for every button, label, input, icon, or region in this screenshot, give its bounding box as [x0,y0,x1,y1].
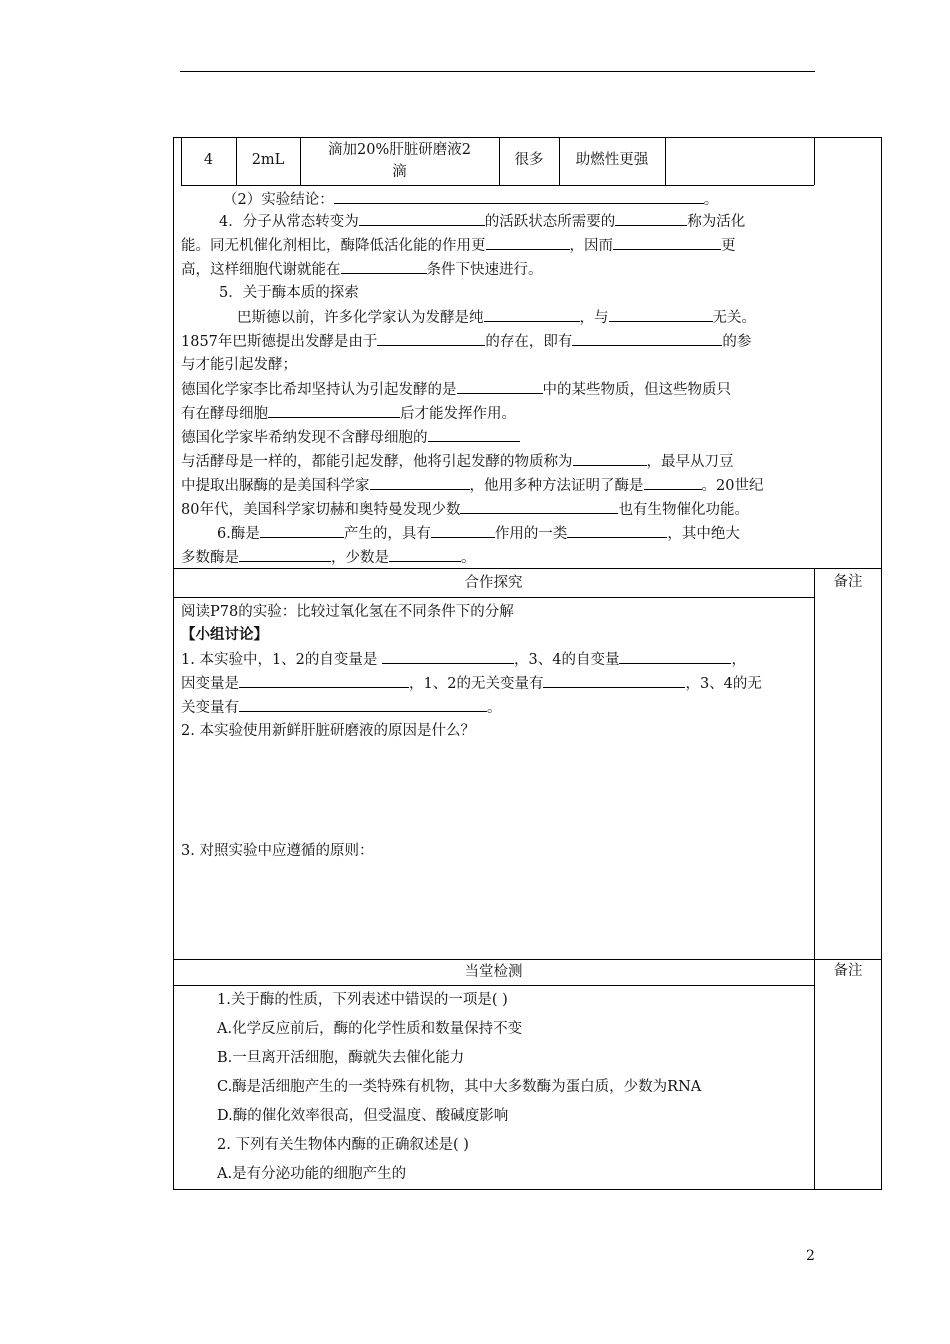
conclusion-line: （2）实验结论： 。 [223,189,718,210]
coop-title: 合作探究 [464,575,523,591]
q1-line1: 1. 本实验中，1、2的自变量是 ，3、4的自变量 ， [181,649,746,670]
quiz-q2-option-a: A.是有分泌功能的细胞产生的 [217,1166,407,1182]
coop-intro: 阅读P78的实验：比较过氧化氢在不同条件下的分解 [181,604,514,620]
para3-line1: 德国化学家毕希纳发现不含酵母细胞的 [181,427,520,448]
q3-text: 3. 对照实验中应遵循的原则： [181,843,374,859]
para3-line3: 中提取出脲酶的是美国科学家 ，他用多种方法证明了酶是 。20世纪 [181,475,763,496]
worksheet-table [173,137,882,1190]
header-rule [180,71,815,72]
discussion-heading: 【小组讨论】 [181,626,268,643]
item4-line1: 4．分子从常态转变为 的活跃状态所需要的 称为活化 [219,211,745,232]
q2-text: 2. 本实验使用新鲜肝脏研磨液的原因是什么？ [181,723,475,739]
para2-line2: 有在酵母细胞 后才能发挥作用。 [181,403,516,424]
quiz-q1-option-a: A.化学反应前后，酶的化学性质和数量保持不变 [217,1021,523,1037]
quiz-q1-option-d: D.酶的催化效率很高，但受温度、酸碱度影响 [217,1108,509,1124]
para1-line1: 巴斯德以前，许多化学家认为发酵是纯 ，与 无关。 [237,307,756,328]
item5-title: 5．关于酶本质的探索 [219,285,359,301]
row-bubbles: 很多 [514,152,544,168]
row-combustion: 助燃性更强 [575,152,649,168]
row-treatment-line1: 滴加20%肝脏研磨液2 [328,142,471,158]
item6-line1: 6.酶是 产生的，具有 作用的一类 ，其中绝大 [217,523,740,544]
quiz-q1: 1.关于酶的性质，下列表述中错误的一项是( ) [217,992,508,1008]
item4-line3: 高，这样细胞代谢就能在 条件下快速进行。 [181,259,543,280]
quiz-title: 当堂检测 [464,964,523,980]
q1-line2: 因变量是 ，1、2的无关变量有 ，3、4的无 [181,673,762,694]
quiz-remark: 备注 [833,963,863,979]
item4-line2: 能。同无机催化剂相比，酶降低活化能的作用更 ，因而 更 [181,235,736,256]
row-no: 4 [203,152,214,168]
quiz-q1-option-b: B.一旦离开活细胞，酶就失去催化能力 [217,1050,465,1066]
para2-line1: 德国化学家李比希却坚持认为引起发酵的是 中的某些物质，但这些物质只 [181,379,731,400]
q1-line3: 关变量有 。 [181,697,502,718]
para1-line3: 与才能引起发酵； [181,357,297,373]
para3-line4: 80年代，美国科学家切赫和奥特曼发现少数 也有生物催化功能。 [181,499,749,520]
row-volume: 2mL [251,152,285,168]
page-number: 2 [806,1248,815,1264]
para1-line2: 1857年巴斯德提出发酵是由于 的存在，即有 的参 [181,331,751,352]
row-treatment-line2: 滴 [392,164,407,180]
coop-remark: 备注 [833,574,863,590]
quiz-q2: 2. 下列有关生物体内酶的正确叙述是( ) [217,1137,469,1153]
item6-line2: 多数酶是 ，少数是 。 [181,547,476,568]
quiz-q1-option-c: C.酶是活细胞产生的一类特殊有机物，其中大多数酶为蛋白质，少数为RNA [217,1079,702,1095]
para3-line2: 与活酵母是一样的，都能引起发酵，他将引起发酵的物质称为 ，最早从刀豆 [181,451,734,472]
